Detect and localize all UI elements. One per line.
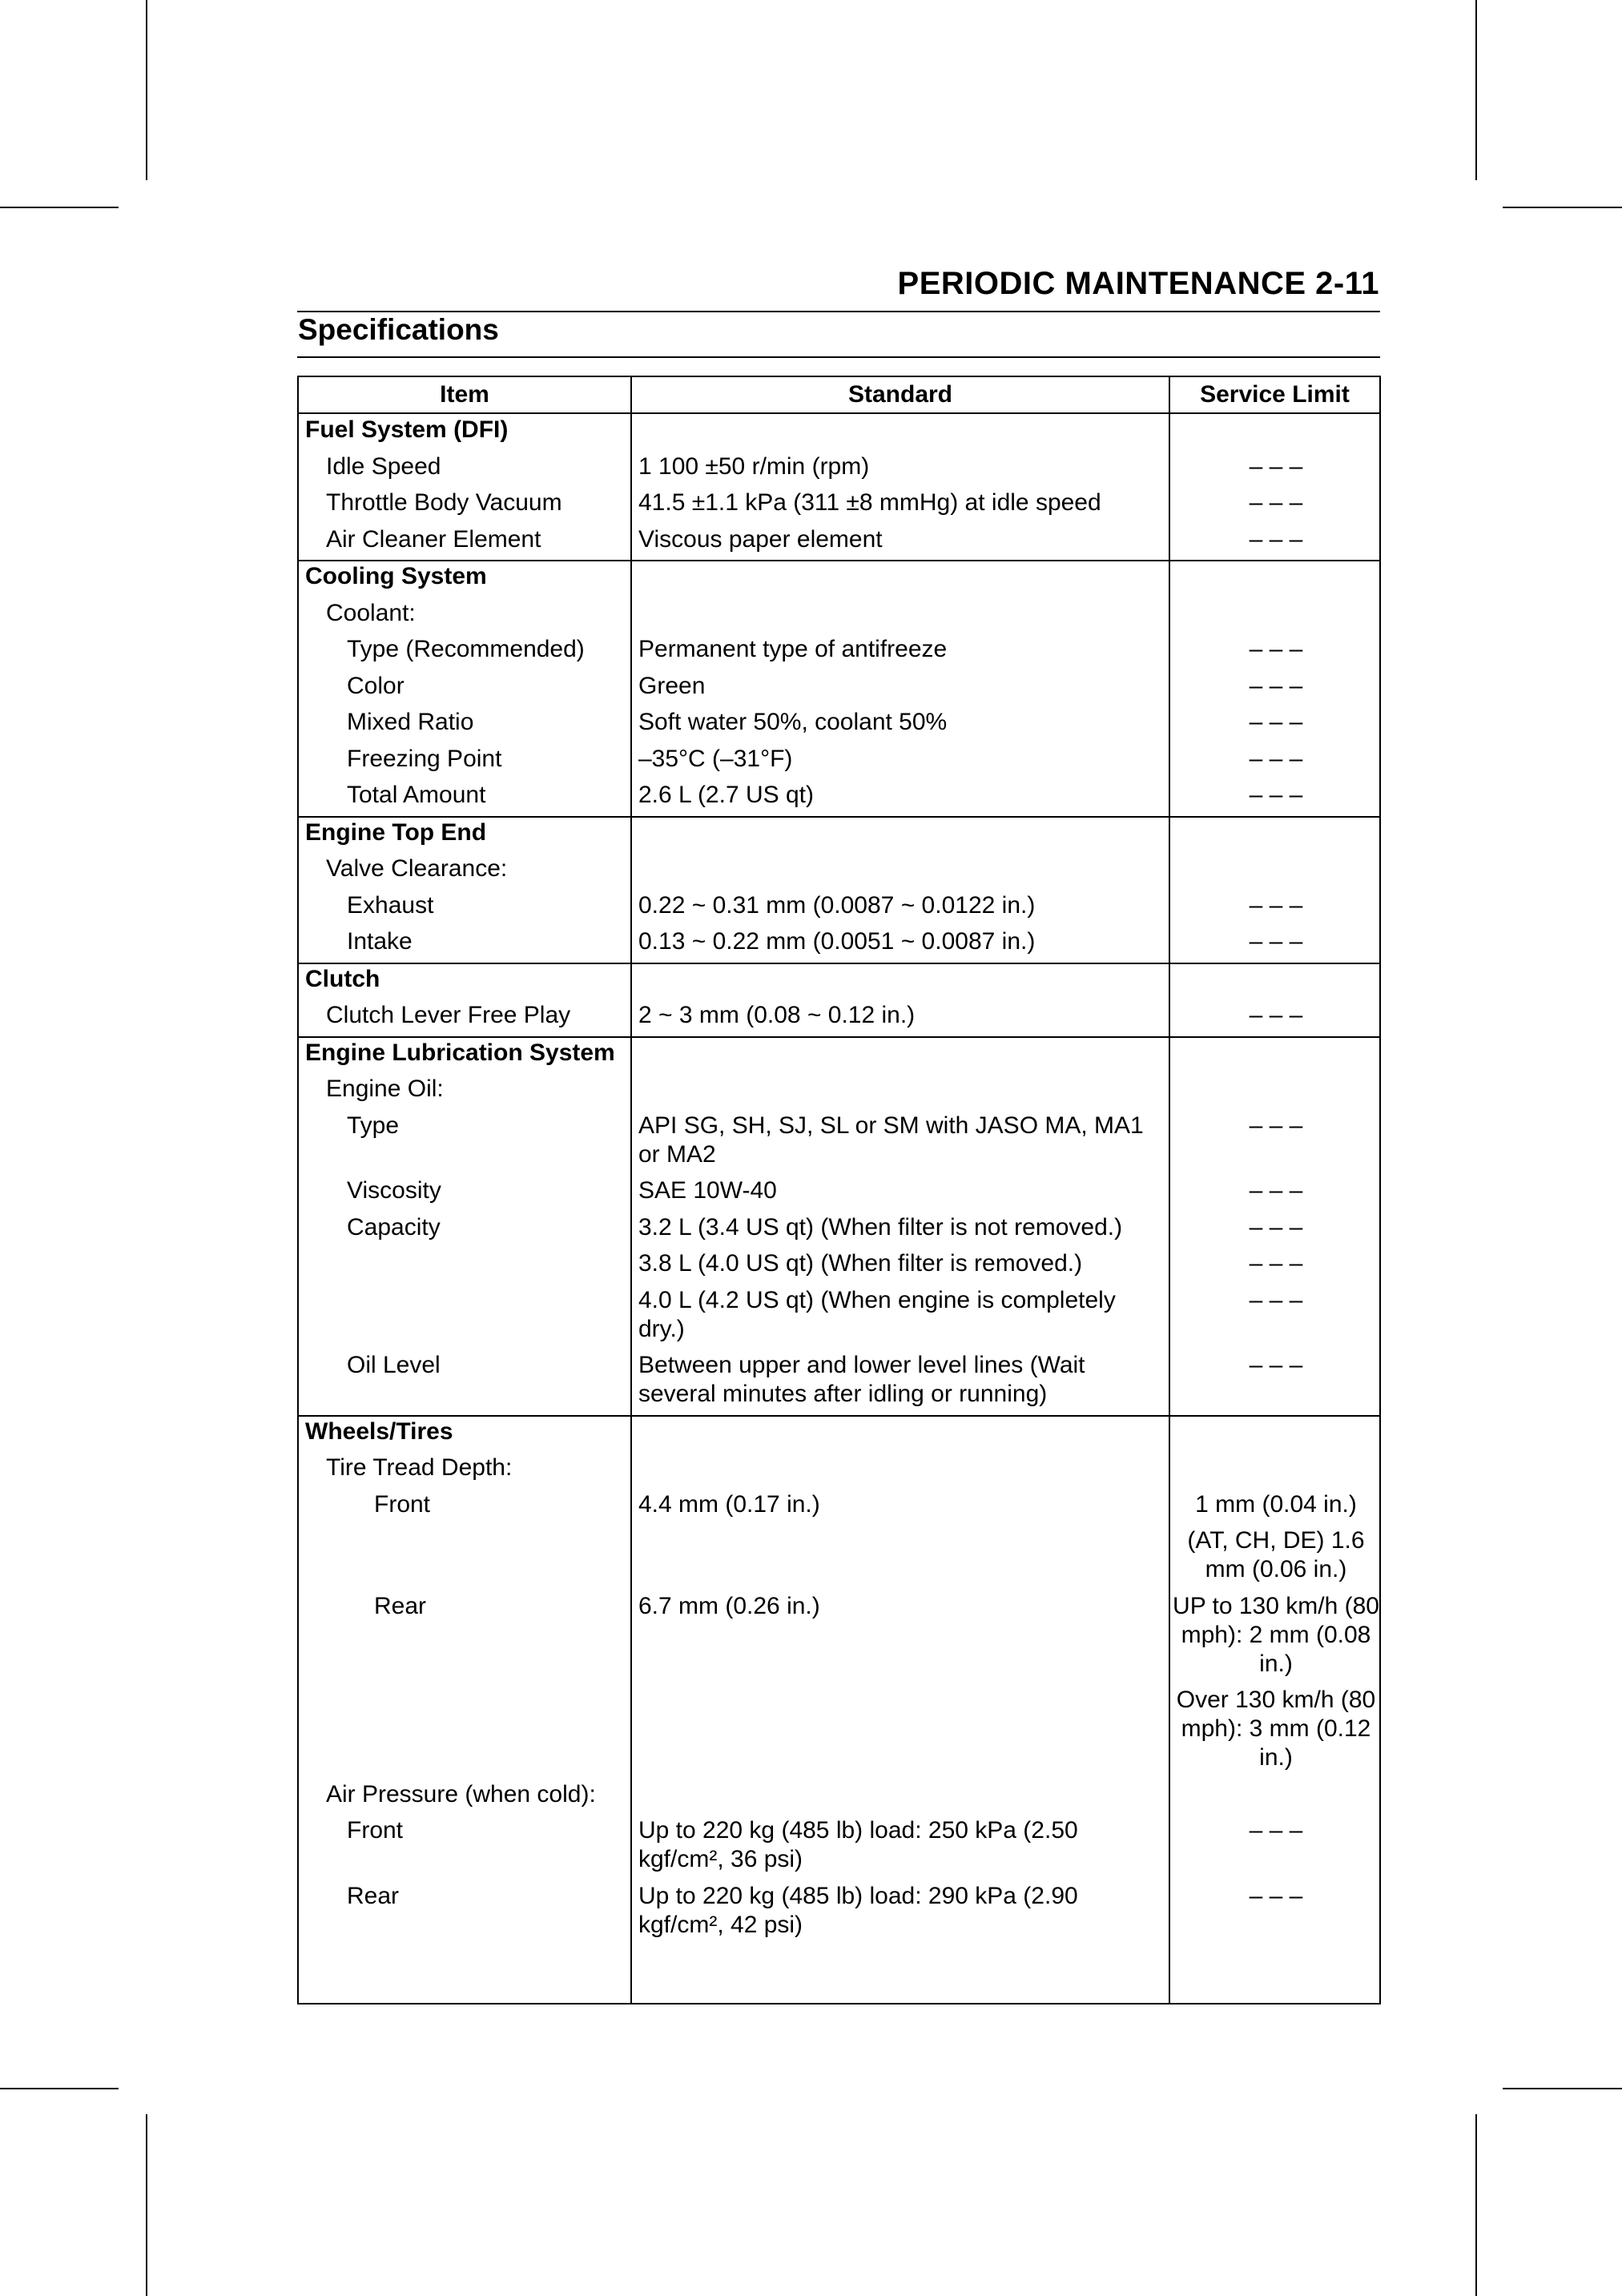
group-separator [299,1036,1379,1038]
item-label: Type [347,1112,400,1139]
standard-value: –35°C (–31°F) [638,745,793,772]
item-label: Total Amount [347,782,486,808]
service-limit-value: – – – [1249,1112,1303,1139]
item-label: Type (Recommended) [347,636,585,662]
service-limit-value: – – – [1249,891,1303,919]
item-label: Freezing Point [347,745,502,772]
standard-value: SAE 10W-40 [638,1177,777,1204]
standard-value: API SG, SH, SJ, SL or SM with JASO MA, MA1 or MA2 [638,1112,1144,1168]
service-limit-value: – – – [1249,782,1303,808]
column-header-standard: Standard [847,381,953,408]
standard-value: Green [638,672,706,699]
crop-mark [1503,2088,1622,2089]
crop-mark [0,207,119,208]
crop-mark [1475,0,1477,180]
column-divider [630,377,632,2003]
crop-mark [1475,2114,1477,2296]
service-limit-value: – – – [1249,1882,1303,1909]
service-limit-value: – – – [1249,1002,1303,1028]
standard-value: 3.2 L (3.4 US qt) (When filter is not removed.) [638,1213,1123,1240]
standard-value: Up to 220 kg (485 lb) load: 290 kPa (2.90 kgf/cm², 42 psi) [638,1882,1078,1938]
item-label: Capacity [347,1213,441,1240]
standard-value: Up to 220 kg (485 lb) load: 250 kPa (2.50 kgf/cm², 36 psi) [638,1817,1078,1872]
group-heading: Wheels/Tires [305,1417,453,1445]
service-limit-value: – – – [1249,525,1303,553]
standard-value: 3.8 L (4.0 US qt) (When filter is removed.) [638,1250,1083,1277]
standard-value: 0.13 ~ 0.22 mm (0.0051 ~ 0.0087 in.) [638,928,1036,955]
standard-value: 2 ~ 3 mm (0.08 ~ 0.12 in.) [638,1002,916,1028]
item-label: Viscosity [347,1177,441,1204]
item-label: Clutch Lever Free Play [326,1002,571,1028]
group-heading: Engine Lubrication System [305,1039,615,1066]
service-limit-value: – – – [1249,745,1303,772]
service-limit-value: 1 mm (0.04 in.) [1195,1490,1357,1518]
item-label: Air Pressure (when cold): [326,1780,596,1807]
standard-value: Permanent type of antifreeze [638,636,948,662]
group-heading: Fuel System (DFI) [305,416,509,443]
item-label: Throttle Body Vacuum [326,489,562,516]
item-label: Exhaust [347,891,434,919]
column-header-item: Item [440,381,489,408]
column-header-service-limit: Service Limit [1200,381,1350,408]
item-label: Oil Level [347,1352,441,1378]
group-separator [299,963,1379,964]
standard-value: Soft water 50%, coolant 50% [638,709,948,735]
column-divider [1169,377,1170,2003]
item-label: Front [374,1490,431,1518]
group-heading: Clutch [305,965,380,992]
service-limit-value: – – – [1249,1177,1303,1204]
service-limit-value: – – – [1249,452,1303,480]
specifications-table [297,376,1381,2004]
service-limit-value: – – – [1249,709,1303,735]
service-limit-value: Over 130 km/h (80 mph): 3 mm (0.12 in.) [1176,1687,1376,1771]
group-separator [299,1415,1379,1417]
group-heading: Cooling System [305,563,487,589]
item-label: Intake [347,928,413,955]
section-title: Specifications [298,313,499,346]
crop-mark [1503,207,1622,208]
service-limit-value: – – – [1249,1213,1303,1240]
item-label: Mixed Ratio [347,709,474,735]
standard-value: 6.7 mm (0.26 in.) [638,1592,820,1619]
header-rule [297,311,1380,312]
service-limit-value: – – – [1249,928,1303,955]
standard-value: 0.22 ~ 0.31 mm (0.0087 ~ 0.0122 in.) [638,891,1036,919]
page-header-title: PERIODIC MAINTENANCE 2-11 [897,266,1379,301]
item-label: Air Cleaner Element [326,525,541,553]
item-label: Front [347,1817,404,1844]
section-rule [297,356,1380,358]
service-limit-value: – – – [1249,489,1303,516]
service-limit-value: UP to 130 km/h (80 mph): 2 mm (0.08 in.) [1173,1592,1379,1677]
crop-mark [0,2088,119,2089]
standard-value: 41.5 ±1.1 kPa (311 ±8 mmHg) at idle speed [638,489,1101,516]
service-limit-value: – – – [1249,1286,1303,1313]
service-limit-value: – – – [1249,636,1303,662]
service-limit-value: – – – [1249,672,1303,699]
item-label: Color [347,672,404,699]
item-label: Idle Speed [326,452,441,480]
standard-value: Viscous paper element [638,525,883,553]
group-separator [299,560,1379,561]
standard-value: 4.0 L (4.2 US qt) (When engine is completely dry.) [638,1286,1116,1342]
item-label: Rear [374,1592,427,1619]
service-limit-value: (AT, CH, DE) 1.6 mm (0.06 in.) [1187,1527,1365,1582]
item-label: Valve Clearance: [326,855,508,882]
service-limit-value: – – – [1249,1352,1303,1378]
service-limit-value: – – – [1249,1817,1303,1844]
group-separator [299,816,1379,818]
service-limit-value: – – – [1249,1250,1303,1277]
item-label: Engine Oil: [326,1076,444,1102]
item-label: Rear [347,1882,400,1909]
standard-value: 1 100 ±50 r/min (rpm) [638,452,870,480]
crop-mark [146,0,147,180]
standard-value: 4.4 mm (0.17 in.) [638,1490,820,1518]
item-label: Coolant: [326,599,416,626]
group-heading: Engine Top End [305,818,487,846]
crop-mark [146,2114,147,2296]
standard-value: Between upper and lower level lines (Wait several minutes after idling or running) [638,1352,1085,1407]
standard-value: 2.6 L (2.7 US qt) [638,782,814,808]
item-label: Tire Tread Depth: [326,1454,513,1481]
table-header-row [299,377,1379,414]
